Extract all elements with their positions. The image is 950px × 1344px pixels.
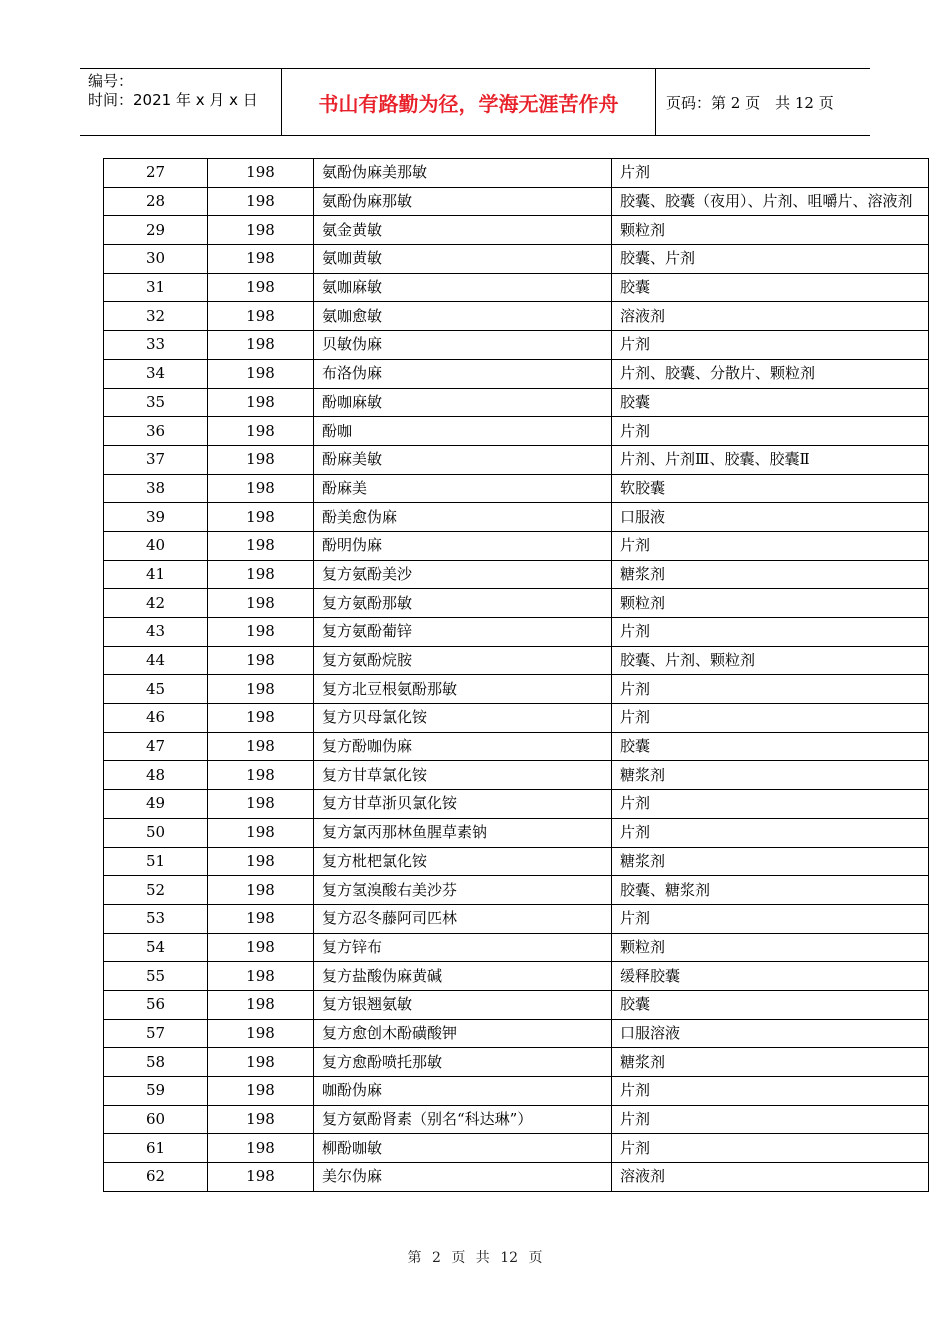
row-number-cell: 31	[104, 273, 208, 302]
header-motto: 书山有路勤为径，学海无涯苦作舟	[282, 69, 656, 135]
row-number-cell: 29	[104, 216, 208, 245]
dosage-form-cell: 胶囊	[612, 273, 929, 302]
table-row	[104, 560, 929, 589]
table-row	[104, 273, 929, 302]
row-code-cell: 198	[208, 1134, 314, 1163]
dosage-form-cell: 片剂	[612, 790, 929, 819]
dosage-form-cell: 胶囊	[612, 990, 929, 1019]
row-code-cell: 198	[208, 187, 314, 216]
table-row	[104, 445, 929, 474]
row-number-cell: 40	[104, 531, 208, 560]
table-row	[104, 675, 929, 704]
row-code-cell: 198	[208, 359, 314, 388]
row-number-cell: 28	[104, 187, 208, 216]
dosage-form-cell: 缓释胶囊	[612, 962, 929, 991]
table-row	[104, 474, 929, 503]
dosage-form-cell: 胶囊、片剂、颗粒剂	[612, 646, 929, 675]
row-number-cell: 27	[104, 159, 208, 188]
medicine-table	[103, 158, 929, 1192]
document-time-label: 时间：2021 年 x 月 x 日	[88, 91, 258, 109]
dosage-form-cell: 片剂	[612, 675, 929, 704]
footer-part: 共	[475, 1250, 490, 1266]
row-number-cell: 42	[104, 589, 208, 618]
row-number-cell: 62	[104, 1163, 208, 1192]
row-code-cell: 198	[208, 618, 314, 647]
table-row	[104, 1048, 929, 1077]
row-code-cell: 198	[208, 904, 314, 933]
dosage-form-cell: 溶液剂	[612, 1163, 929, 1192]
table-row	[104, 618, 929, 647]
dosage-form-cell: 片剂	[612, 417, 929, 446]
drug-name-cell: 复方甘草浙贝氯化铵	[314, 790, 612, 819]
row-code-cell: 198	[208, 474, 314, 503]
document-number-label: 编号：	[88, 72, 134, 90]
row-number-cell: 37	[104, 445, 208, 474]
medicine-table-body	[104, 159, 929, 1192]
drug-name-cell: 复方忍冬藤阿司匹林	[314, 904, 612, 933]
dosage-form-cell: 片剂	[612, 1077, 929, 1106]
dosage-form-cell: 片剂	[612, 331, 929, 360]
dosage-form-cell: 颗粒剂	[612, 216, 929, 245]
drug-name-cell: 布洛伪麻	[314, 359, 612, 388]
row-number-cell: 53	[104, 904, 208, 933]
row-code-cell: 198	[208, 675, 314, 704]
row-code-cell: 198	[208, 417, 314, 446]
header-meta	[80, 69, 282, 135]
table-row	[104, 904, 929, 933]
row-code-cell: 198	[208, 1077, 314, 1106]
dosage-form-cell: 片剂	[612, 1134, 929, 1163]
row-code-cell: 198	[208, 388, 314, 417]
drug-name-cell: 酚明伪麻	[314, 531, 612, 560]
row-number-cell: 51	[104, 847, 208, 876]
row-code-cell: 198	[208, 560, 314, 589]
drug-name-cell: 氨咖麻敏	[314, 273, 612, 302]
drug-name-cell: 复方盐酸伪麻黄碱	[314, 962, 612, 991]
row-number-cell: 48	[104, 761, 208, 790]
row-number-cell: 55	[104, 962, 208, 991]
row-number-cell: 61	[104, 1134, 208, 1163]
dosage-form-cell: 片剂	[612, 904, 929, 933]
row-code-cell: 198	[208, 1105, 314, 1134]
drug-name-cell: 氨咖愈敏	[314, 302, 612, 331]
row-code-cell: 198	[208, 445, 314, 474]
drug-name-cell: 复方枇杷氯化铵	[314, 847, 612, 876]
dosage-form-cell: 片剂	[612, 818, 929, 847]
drug-name-cell: 氨酚伪麻那敏	[314, 187, 612, 216]
row-code-cell: 198	[208, 704, 314, 733]
row-number-cell: 33	[104, 331, 208, 360]
row-code-cell: 198	[208, 646, 314, 675]
drug-name-cell: 咖酚伪麻	[314, 1077, 612, 1106]
row-number-cell: 57	[104, 1019, 208, 1048]
dosage-form-cell: 胶囊、胶囊（夜用）、片剂、咀嚼片、溶液剂	[612, 187, 929, 216]
drug-name-cell: 酚美愈伪麻	[314, 503, 612, 532]
row-code-cell: 198	[208, 732, 314, 761]
row-code-cell: 198	[208, 790, 314, 819]
drug-name-cell: 复方氢溴酸右美沙芬	[314, 876, 612, 905]
row-number-cell: 56	[104, 990, 208, 1019]
drug-name-cell: 复方酚咖伪麻	[314, 732, 612, 761]
table-row	[104, 1077, 929, 1106]
row-code-cell: 198	[208, 245, 314, 274]
row-code-cell: 198	[208, 531, 314, 560]
table-row	[104, 331, 929, 360]
row-number-cell: 41	[104, 560, 208, 589]
dosage-form-cell: 溶液剂	[612, 302, 929, 331]
dosage-form-cell: 片剂	[612, 704, 929, 733]
footer-part: 页	[528, 1250, 543, 1266]
drug-name-cell: 复方愈创木酚磺酸钾	[314, 1019, 612, 1048]
footer-total-pages: 12	[500, 1250, 519, 1266]
table-row	[104, 589, 929, 618]
row-code-cell: 198	[208, 990, 314, 1019]
drug-name-cell: 酚麻美	[314, 474, 612, 503]
table-row	[104, 159, 929, 188]
dosage-form-cell: 颗粒剂	[612, 933, 929, 962]
row-number-cell: 59	[104, 1077, 208, 1106]
dosage-form-cell: 胶囊、片剂	[612, 245, 929, 274]
row-code-cell: 198	[208, 159, 314, 188]
dosage-form-cell: 片剂	[612, 1105, 929, 1134]
drug-name-cell: 氨酚伪麻美那敏	[314, 159, 612, 188]
dosage-form-cell: 软胶囊	[612, 474, 929, 503]
row-code-cell: 198	[208, 1163, 314, 1192]
drug-name-cell: 复方氨酚葡锌	[314, 618, 612, 647]
table-row	[104, 388, 929, 417]
drug-name-cell: 酚麻美敏	[314, 445, 612, 474]
table-row	[104, 531, 929, 560]
dosage-form-cell: 糖浆剂	[612, 1048, 929, 1077]
table-row	[104, 818, 929, 847]
row-code-cell: 198	[208, 933, 314, 962]
drug-name-cell: 复方北豆根氨酚那敏	[314, 675, 612, 704]
table-row	[104, 761, 929, 790]
table-row	[104, 990, 929, 1019]
row-code-cell: 198	[208, 273, 314, 302]
drug-name-cell: 柳酚咖敏	[314, 1134, 612, 1163]
table-row	[104, 503, 929, 532]
row-code-cell: 198	[208, 818, 314, 847]
drug-name-cell: 复方氨酚烷胺	[314, 646, 612, 675]
dosage-form-cell: 颗粒剂	[612, 589, 929, 618]
row-code-cell: 198	[208, 1019, 314, 1048]
row-number-cell: 45	[104, 675, 208, 704]
table-row	[104, 790, 929, 819]
row-number-cell: 47	[104, 732, 208, 761]
table-row	[104, 933, 929, 962]
dosage-form-cell: 片剂	[612, 618, 929, 647]
table-row	[104, 847, 929, 876]
drug-name-cell: 复方愈酚喷托那敏	[314, 1048, 612, 1077]
row-number-cell: 38	[104, 474, 208, 503]
drug-name-cell: 酚咖	[314, 417, 612, 446]
dosage-form-cell: 胶囊	[612, 388, 929, 417]
row-code-cell: 198	[208, 331, 314, 360]
row-number-cell: 32	[104, 302, 208, 331]
row-number-cell: 58	[104, 1048, 208, 1077]
row-code-cell: 198	[208, 847, 314, 876]
table-row	[104, 359, 929, 388]
table-row	[104, 646, 929, 675]
drug-name-cell: 复方氨酚那敏	[314, 589, 612, 618]
drug-name-cell: 复方氨酚美沙	[314, 560, 612, 589]
row-code-cell: 198	[208, 876, 314, 905]
row-number-cell: 46	[104, 704, 208, 733]
table-row	[104, 245, 929, 274]
row-code-cell: 198	[208, 302, 314, 331]
table-row	[104, 1019, 929, 1048]
drug-name-cell: 复方银翘氨敏	[314, 990, 612, 1019]
table-row	[104, 1134, 929, 1163]
row-number-cell: 44	[104, 646, 208, 675]
table-row	[104, 704, 929, 733]
row-code-cell: 198	[208, 962, 314, 991]
page-footer	[0, 1247, 950, 1267]
row-code-cell: 198	[208, 761, 314, 790]
drug-name-cell: 复方氯丙那林鱼腥草素钠	[314, 818, 612, 847]
table-row	[104, 417, 929, 446]
drug-name-cell: 氨金黄敏	[314, 216, 612, 245]
drug-name-cell: 复方氨酚肾素（别名“科达琳”）	[314, 1105, 612, 1134]
row-number-cell: 39	[104, 503, 208, 532]
table-row	[104, 876, 929, 905]
footer-part: 页	[451, 1250, 466, 1266]
row-code-cell: 198	[208, 589, 314, 618]
drug-name-cell: 复方贝母氯化铵	[314, 704, 612, 733]
drug-name-cell: 酚咖麻敏	[314, 388, 612, 417]
table-row	[104, 732, 929, 761]
table-row	[104, 1163, 929, 1192]
row-number-cell: 30	[104, 245, 208, 274]
table-row	[104, 962, 929, 991]
drug-name-cell: 复方甘草氯化铵	[314, 761, 612, 790]
drug-name-cell: 美尔伪麻	[314, 1163, 612, 1192]
dosage-form-cell: 胶囊、糖浆剂	[612, 876, 929, 905]
row-number-cell: 54	[104, 933, 208, 962]
dosage-form-cell: 片剂	[612, 159, 929, 188]
row-code-cell: 198	[208, 216, 314, 245]
row-number-cell: 36	[104, 417, 208, 446]
row-code-cell: 198	[208, 503, 314, 532]
dosage-form-cell: 糖浆剂	[612, 560, 929, 589]
dosage-form-cell: 片剂、胶囊、分散片、颗粒剂	[612, 359, 929, 388]
footer-current-page: 2	[431, 1250, 441, 1266]
dosage-form-cell: 糖浆剂	[612, 847, 929, 876]
page-header	[80, 68, 870, 136]
row-code-cell: 198	[208, 1048, 314, 1077]
table-row	[104, 187, 929, 216]
dosage-form-cell: 口服溶液	[612, 1019, 929, 1048]
row-number-cell: 52	[104, 876, 208, 905]
table-row	[104, 1105, 929, 1134]
footer-part: 第	[407, 1250, 422, 1266]
drug-name-cell: 贝敏伪麻	[314, 331, 612, 360]
dosage-form-cell: 胶囊	[612, 732, 929, 761]
dosage-form-cell: 口服液	[612, 503, 929, 532]
drug-name-cell: 氨咖黄敏	[314, 245, 612, 274]
dosage-form-cell: 片剂	[612, 531, 929, 560]
row-number-cell: 43	[104, 618, 208, 647]
table-row	[104, 302, 929, 331]
row-number-cell: 50	[104, 818, 208, 847]
row-number-cell: 49	[104, 790, 208, 819]
header-page-info: 页码：第 2 页 共 12 页	[666, 93, 834, 112]
row-number-cell: 35	[104, 388, 208, 417]
row-number-cell: 34	[104, 359, 208, 388]
drug-name-cell: 复方锌布	[314, 933, 612, 962]
dosage-form-cell: 糖浆剂	[612, 761, 929, 790]
table-row	[104, 216, 929, 245]
row-number-cell: 60	[104, 1105, 208, 1134]
dosage-form-cell: 片剂、片剂Ⅲ、胶囊、胶囊Ⅱ	[612, 445, 929, 474]
